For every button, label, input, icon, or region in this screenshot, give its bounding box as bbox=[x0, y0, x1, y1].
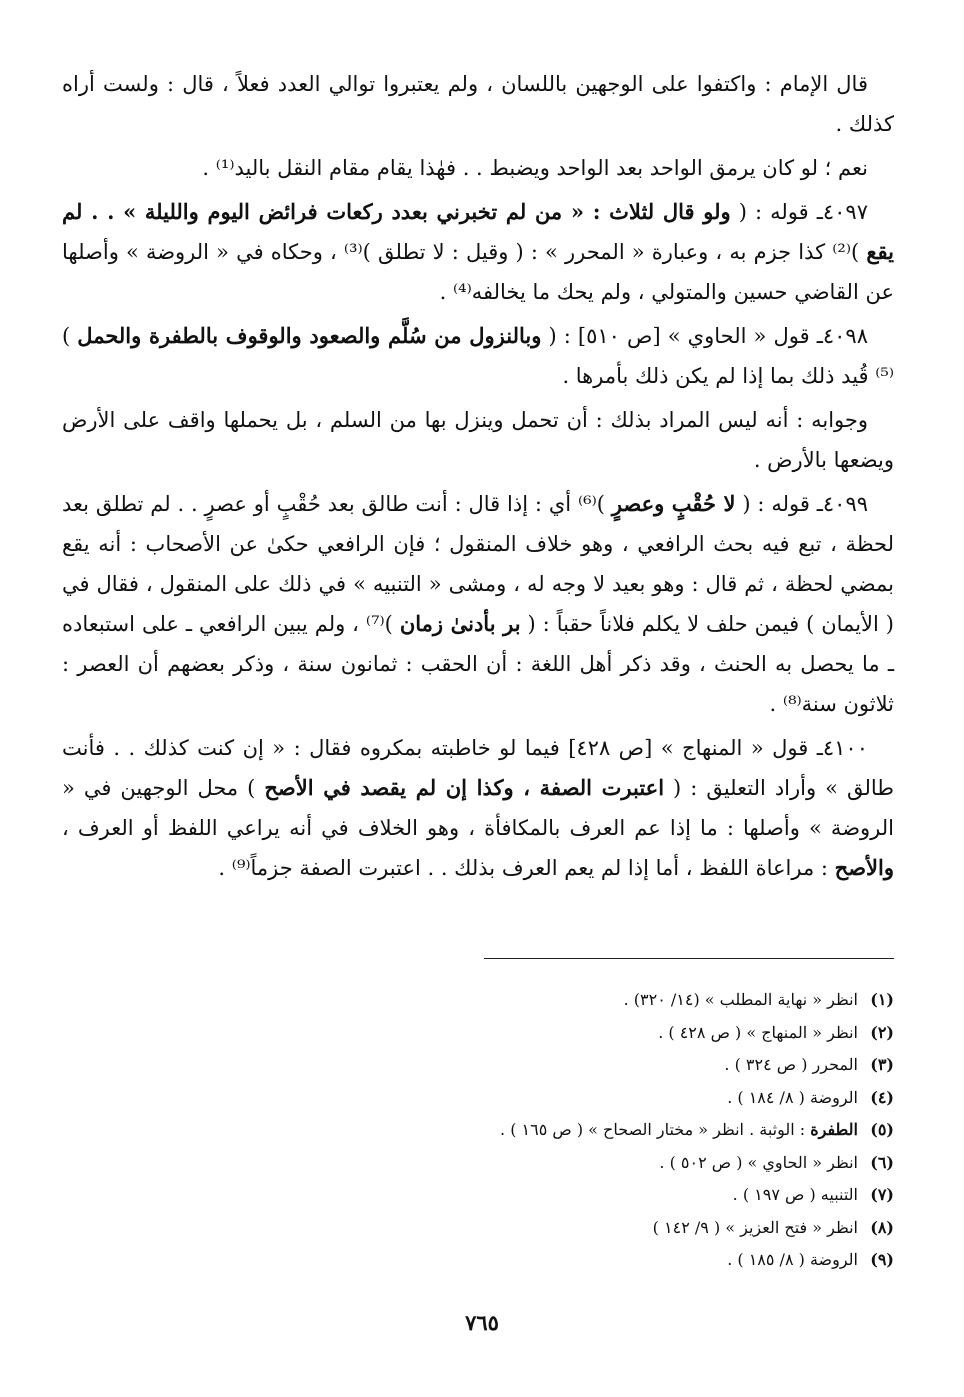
paragraph-4099 bbox=[62, 484, 894, 724]
paragraph-text: ٤٠٩٨ـ قول « الحاوي » [ص ٥١٠] : ( bbox=[541, 324, 868, 348]
paragraph-4100 bbox=[62, 728, 894, 888]
quoted-matn: والأصح bbox=[834, 855, 894, 880]
paragraph-text: نعم ؛ لو كان يرمق الواحد بعد الواحد ويضبط . . فهٰذا يقام مقام النقل باليد⁽¹⁾ . bbox=[202, 156, 868, 180]
footnote-text: التنبيه ( ص ١٩٧ ) . bbox=[732, 1185, 858, 1204]
paragraph-4097 bbox=[62, 192, 894, 312]
paragraph-answer bbox=[62, 400, 894, 480]
footnote-item bbox=[300, 1017, 894, 1050]
footnote-number: (٢) bbox=[870, 1022, 894, 1042]
paragraph-text: ٤١٠٠ـ قول « المنهاج » [ص ٤٢٨] فيما لو خاطبته بمكروه فقال : « إن كنت كذلك . . فأنت طالق » وأراد التعليق : ( bbox=[62, 736, 895, 800]
footnotes bbox=[300, 984, 894, 1277]
footnote-number: (٨) bbox=[870, 1217, 894, 1237]
footnote-item bbox=[300, 1244, 894, 1277]
paragraph-text: : مراعاة اللفظ ، أما إذا لم يعم العرف بذلك . . اعتبرت الصفة جزماً⁽⁹⁾ . bbox=[218, 856, 835, 880]
footnote-text: : الوثبة . انظر « مختار الصحاح » ( ص ١٦٥ ) . bbox=[500, 1120, 811, 1139]
footnote-number: (٧) bbox=[870, 1185, 894, 1204]
footnote-item bbox=[300, 1082, 894, 1115]
paragraph-text: وجوابه : أنه ليس المراد بذلك : أن تحمل وينزل بها من السلم ، بل يحملها واقف على الأرض ويضعها بالأرض . bbox=[62, 408, 894, 472]
paragraph-text: قال الإمام : واكتفوا على الوجهين باللسان ، ولم يعتبروا توالي العدد فعلاً ، قال : ولست أراه كذلك . bbox=[62, 72, 894, 136]
quoted-matn: اعتبرت الصفة ، وكذا إن لم يقصد في الأصح bbox=[264, 775, 665, 800]
footnote-item bbox=[300, 1179, 894, 1212]
footnote-text: انظر « الحاوي » ( ص ٥٠٢ ) . bbox=[659, 1152, 858, 1172]
footnote-text: انظر « المنهاج » ( ص ٤٢٨ ) . bbox=[658, 1022, 858, 1042]
paragraph-text: )⁽⁷⁾ ، ولم يبين الرافعي ـ على استبعاده ـ ما يحصل به الحنث ، وقد ذكر أهل اللغة : أن الحقب : ثمانون سنة ، وذكر بعضهم أن العصر : ثلاثون سنة⁽⁸⁾ . bbox=[62, 612, 894, 716]
footnote-item bbox=[300, 984, 894, 1017]
footnote-text: انظر « فتح العزيز » ( ٩/ ١٤٢ ) bbox=[652, 1217, 858, 1237]
paragraph-text: ٤٠٩٩ـ قوله : ( bbox=[735, 492, 869, 516]
footnote-text: انظر « نهاية المطلب » (١٤/ ٣٢٠) . bbox=[623, 990, 858, 1009]
footnote-text: المحرر ( ص ٣٢٤ ) . bbox=[724, 1055, 858, 1074]
paragraph-counting-note bbox=[62, 148, 894, 188]
footnote-item bbox=[300, 1147, 894, 1180]
main-text bbox=[62, 64, 894, 892]
quoted-matn: لا حُقْبٍ وعصرٍ bbox=[611, 491, 736, 516]
paragraph-text: )⁽²⁾ كذا جزم به ، وعبارة « المحرر » : ( وقيل : لا تطلق )⁽³⁾ ، وحكاه في « الروضة » وأصلها عن القاضي حسين والمتولي ، ولم يحك ما يخالفه⁽⁴⁾ . bbox=[62, 240, 894, 304]
paragraph-text: ٤٠٩٧ـ قوله : ( bbox=[730, 200, 868, 224]
footnote-number: (١) bbox=[870, 990, 894, 1009]
footnote-number: (٤) bbox=[870, 1087, 894, 1107]
footnote-divider bbox=[484, 958, 894, 959]
footnote-item bbox=[300, 1212, 894, 1245]
footnote-item bbox=[300, 1049, 894, 1082]
quoted-matn: وبالنزول من سُلَّم والصعود والوقوف بالطفرة والحمل bbox=[77, 323, 542, 348]
paragraph-text: )⁽⁶⁾ أي : إذا قال : أنت طالق بعد حُقْبٍ أو عصرٍ . . لم تطلق بعد لحظة ، تبع فيه بحث الرافعي ، وهو خلاف المنقول ؛ فإن الرافعي حكىٰ عن الأصحاب : أنه يقع بمضي لحظة ، ثم قال : وهو بعيد لا وجه له ، ومشى « التنبيه » في ذلك على المنقول ، فقال في ( الأيمان ) فيمن حلف لا يكلم فلاناً حقباً : ( bbox=[62, 492, 894, 636]
footnote-number: (٣) bbox=[870, 1055, 894, 1074]
footnote-text: الروضة ( ٨/ ١٨٤ ) . bbox=[727, 1087, 858, 1107]
footnote-number: (٦) bbox=[870, 1152, 894, 1172]
footnote-number: (٩) bbox=[870, 1250, 894, 1269]
footnote-number: (٥) bbox=[870, 1120, 894, 1139]
footnote-item bbox=[300, 1114, 894, 1147]
quoted-matn: ولو قال لثلاث : « من لم تخبرني بعدد ركعات فرائض اليوم والليلة » . . لم يقع bbox=[62, 199, 894, 264]
footnote-term: الطفرة bbox=[810, 1120, 858, 1139]
paragraph-imam-statement bbox=[62, 64, 894, 144]
page-number: ٧٦٥ bbox=[465, 1310, 499, 1335]
paragraph-4098 bbox=[62, 316, 894, 396]
footnote-text: الروضة ( ٨/ ١٨٥ ) . bbox=[727, 1250, 858, 1269]
paragraph-text: ) محل الوجهين في « الروضة » وأصلها : ما إذا عم العرف بالمكافأة ، وهو الخلاف في أنه يراعي اللفظ أو العرف ، bbox=[62, 776, 894, 840]
paragraph-text: )⁽⁵⁾ قُيد ذلك بما إذا لم يكن ذلك بأمرها . bbox=[62, 324, 894, 388]
quoted-matn: بر بأدنىٰ زمان bbox=[399, 611, 521, 636]
